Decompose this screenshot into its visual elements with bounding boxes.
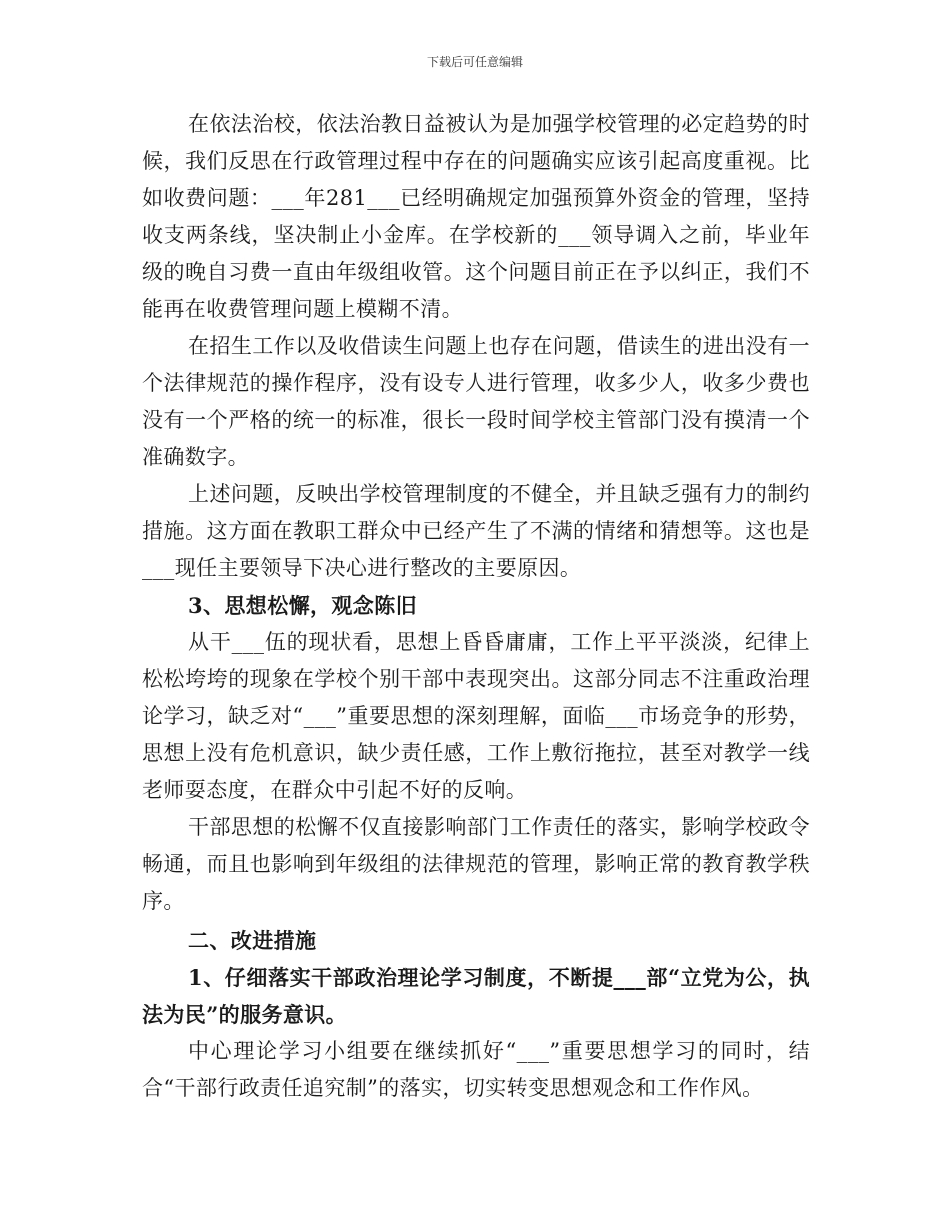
page-header: 下载后可任意编辑 <box>426 55 523 69</box>
paragraph-system-flaws: 上述问题，反映出学校管理制度的不健全，并且缺乏强有力的制约措施。这方面在教职工群众中已经产生了不满的情绪和猜想等。这也是___现任主要领导下决心进行整改的主要原因。 <box>142 482 810 580</box>
document-body <box>142 106 810 1107</box>
paragraph-cadre-impact: 干部思想的松懈不仅直接影响部门工作责任的落实，影响学校政令畅通，而且也影响到年级组的法律规范的管理，影响正常的教育教学秩序。 <box>142 815 810 913</box>
paragraph-fee-management: 在依法治校，依法治教日益被认为是加强学校管理的必定趋势的时候，我们反思在行政管理过程中存在的问题确实应该引起高度重视。比如收费问题：___年281___已经明确规定加强预算外资金的管理，坚持收支两条线，坚决制止小金库。在学校新的___领导调入之前，毕业年级的晚自习费一直由年级组收管。这个问题目前正在予以纠正，我们不能再在收费管理问题上模糊不清。 <box>142 112 810 321</box>
paragraph-cadre-status: 从干___伍的现状看，思想上昏昏庸庸，工作上平平淡淡，纪律上松松垮垮的现象在学校个别干部中表现突出。这部分同志不注重政治理论学习，缺乏对“___”重要思想的深刻理解，面临___市场竞争的形势，思想上没有危机意识，缺少责任感，工作上敷衍拖拉，甚至对教学一线老师耍态度，在群众中引起不好的反响。 <box>142 630 810 802</box>
paragraph-study-group: 中心理论学习小组要在继续抓好“___”重要思想学习的同时，结合“干部行政责任追究制”的落实，切实转变思想观念和工作作风。 <box>142 1039 810 1100</box>
paragraph-enrollment-issue: 在招生工作以及收借读生问题上也存在问题，借读生的进出没有一个法律规范的操作程序，没有设专人进行管理，收多少人，收多少费也没有一个严格的统一的标准，很长一段时间学校主管部门没有摸清一个准确数字。 <box>142 334 810 469</box>
heading-improvement-measures: 二、改进措施 <box>188 928 317 953</box>
heading-study-system: 1、仔细落实干部政治理论学习制度，不断提___部“立党为公，执法为民”的服务意识。 <box>142 965 810 1027</box>
heading-ideological-laxity: 3、思想松懈，观念陈旧 <box>188 593 418 618</box>
